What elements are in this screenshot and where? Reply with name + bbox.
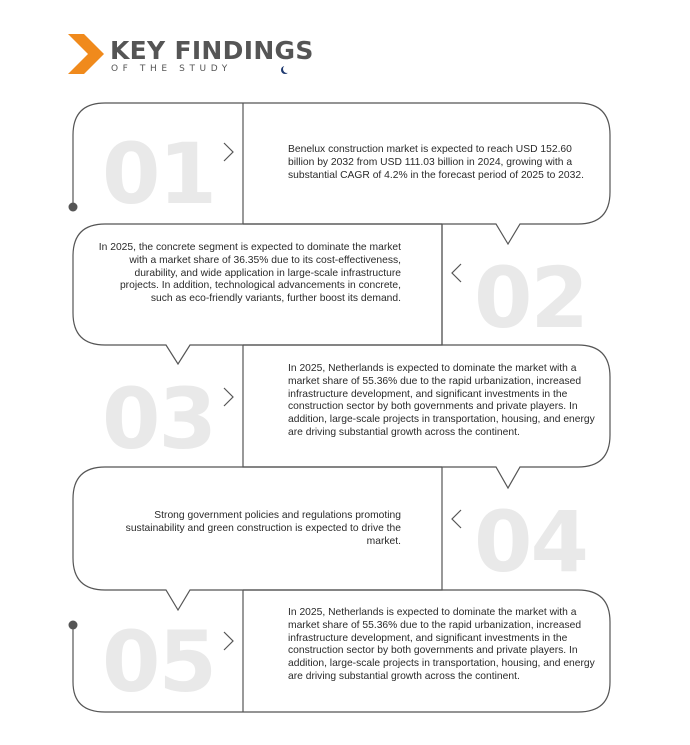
timeline-end-dot — [69, 621, 78, 630]
finding-number-02: 02 — [474, 249, 587, 347]
finding-text-04: Strong government policies and regulations promoting sustainability and green construction is expected to drive the market. — [125, 510, 401, 547]
pointer-04 — [452, 510, 461, 528]
pointer-01 — [224, 143, 233, 161]
page-title: KEY FINDINGS — [110, 36, 314, 65]
finding-number-05: 05 — [102, 613, 215, 711]
pointer-03 — [224, 388, 233, 406]
finding-number-03: 03 — [102, 370, 215, 468]
finding-text-02: In 2025, the concrete segment is expected to dominate the market with a market share of 36.35% due to its cost-effectiveness, durability, and wide application in large-scale infrastructure projects. In addition, technological advancements in concrete, such as eco-friendly variants, further boost its demand. — [98, 242, 401, 305]
finding-text-01: Benelux construction market is expected to reach USD 152.60 billion by 2032 from USD 111.03 billion in 2024, growing with a substantial CAGR of 4.2% in the forecast period of 2025 to 2032. — [288, 144, 584, 181]
pointer-02 — [452, 264, 461, 282]
page-subtitle: OF THE STUDY — [111, 64, 232, 74]
finding-text-03: In 2025, Netherlands is expected to dominate the market with a market share of 55.36% due to the rapid urbanization, increased infrastructure development, and significant investments in the construction sector by both governments and private players. In addition, large-scale projects in transportation, housing, and energy are driving substantial growth across the continent. — [288, 363, 595, 438]
timeline-start-dot — [69, 203, 78, 212]
finding-number-01: 01 — [102, 125, 215, 223]
finding-text-05: In 2025, Netherlands is expected to dominate the market with a market share of 55.36% due to the rapid urbanization, increased infrastructure development, and significant investments in the construction sector by both governments and private players. In addition, large-scale projects in transportation, housing, and energy are driving substantial growth across the continent. — [288, 607, 595, 682]
finding-number-04: 04 — [474, 493, 587, 591]
pointer-05 — [224, 632, 233, 650]
